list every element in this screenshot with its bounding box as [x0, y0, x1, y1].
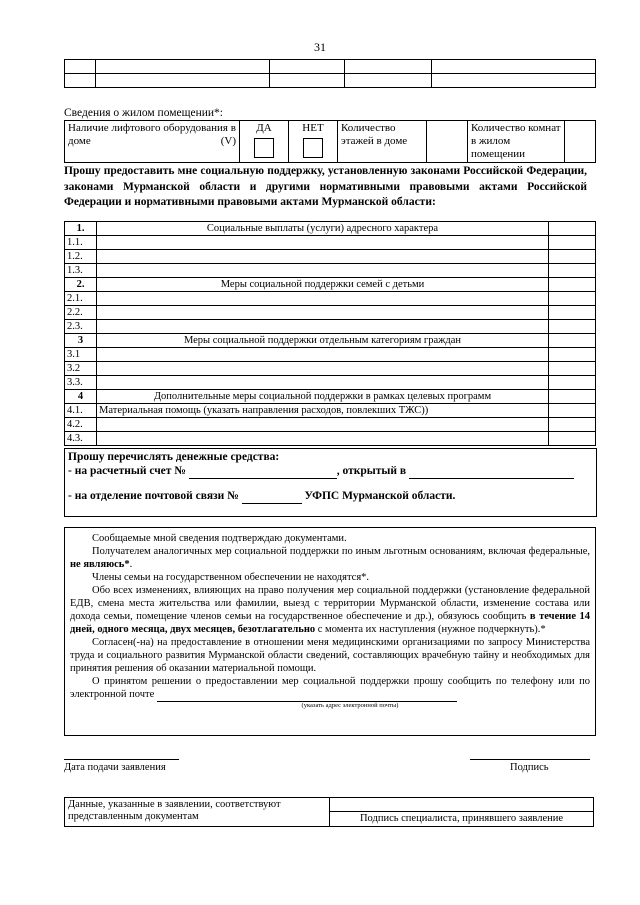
elevator-label: Наличие лифтового оборудования в доме (V) [65, 121, 240, 163]
support-row-mark[interactable] [549, 432, 596, 446]
verified-text: Данные, указанные в заявлении, соответствуют представленным документам [65, 798, 330, 827]
specialist-signature-field[interactable] [330, 798, 594, 812]
support-section-row [65, 278, 596, 292]
yes-label: ДА [256, 122, 272, 134]
support-row-number: 4.1. [65, 404, 97, 418]
support-section-row [65, 334, 596, 348]
specialist-label: Подпись специалиста, принявшего заявление [330, 812, 594, 827]
request-text: Прошу предоставить мне социальную поддержку, установленную законами Российской Федерации, законами Мурманской области и другими нормативными правовыми актами Российской Федерации и нормативными правовыми актами Мурманской области: [64, 165, 587, 208]
support-row-mark[interactable] [549, 236, 596, 250]
support-row-title[interactable] [97, 264, 549, 278]
yes-cell [240, 121, 289, 163]
yes-checkbox[interactable] [254, 138, 274, 158]
support-row-mark[interactable] [549, 404, 596, 418]
email-note: (указать адрес электронной почты) [301, 702, 399, 709]
support-item-row [65, 418, 596, 432]
declaration-block [64, 527, 596, 736]
support-row-title[interactable] [97, 320, 549, 334]
support-row-mark[interactable] [549, 250, 596, 264]
support-item-row [65, 306, 596, 320]
verification-table [64, 797, 594, 827]
support-row-mark[interactable] [549, 362, 596, 376]
decl-p1: Сообщаемые мной сведения подтверждаю документами. [92, 533, 347, 544]
support-row-title: Меры социальной поддержки отдельным категориям граждан [97, 334, 549, 348]
date-label: Дата подачи заявления [64, 762, 166, 773]
support-row-number: 3 [65, 334, 97, 348]
floors-label: Количество этажей в доме [338, 121, 427, 163]
no-checkbox[interactable] [303, 138, 323, 158]
support-item-row [65, 362, 596, 376]
support-row-title[interactable] [97, 292, 549, 306]
support-row-number: 1.3. [65, 264, 97, 278]
support-row-title[interactable] [97, 376, 549, 390]
account-line: - на расчетный счет № , открытый в [68, 464, 574, 479]
support-row-mark[interactable] [549, 376, 596, 390]
support-section-row [65, 222, 596, 236]
support-row-number: 3.3. [65, 376, 97, 390]
post-office-field[interactable] [242, 489, 302, 504]
account-number-field[interactable] [189, 464, 337, 479]
housing-table [64, 120, 596, 163]
support-row-title[interactable] [97, 348, 549, 362]
support-row-mark[interactable] [549, 348, 596, 362]
decl-p5: Согласен(-на) на предоставление в отношении меня медицинскими организациями по запросу Министерства труда и социального развития Мурманской области сведений, составляющих врачебную тайну и необходимых для принятия решения об оказании материальной помощи. [70, 637, 590, 674]
date-signature-line[interactable] [64, 759, 179, 760]
support-item-row [65, 348, 596, 362]
email-field[interactable] [157, 688, 457, 702]
support-row-number: 2.2. [65, 306, 97, 320]
support-item-row [65, 292, 596, 306]
support-row-title[interactable] [97, 306, 549, 320]
payment-heading: Прошу перечислять денежные средства: [68, 451, 280, 463]
support-row-title[interactable]: Материальная помощь (указать направления расходов, повлекших ТЖС)) [97, 404, 549, 418]
support-row-number: 4.3. [65, 432, 97, 446]
support-row-mark[interactable] [549, 292, 596, 306]
decl-p2: Получателем аналогичных мер социальной поддержки по иным льготным основаниям, включая федеральные, не являюсь*. [70, 546, 590, 570]
support-row-number: 4 [65, 390, 97, 404]
top-table-fragment [64, 59, 596, 88]
support-row-title[interactable] [97, 250, 549, 264]
support-measures-table [64, 221, 596, 446]
support-row-mark[interactable] [549, 418, 596, 432]
floors-input[interactable] [427, 121, 468, 163]
decl-p6: О принятом решении о предоставлении мер социальной поддержки прошу сообщить по телефону или по электронной почте [70, 676, 590, 700]
support-row-number: 1.2. [65, 250, 97, 264]
support-row-mark[interactable] [549, 390, 596, 404]
decl-p3: Члены семьи на государственном обеспечении не находятся*. [92, 572, 370, 583]
support-row-title: Дополнительные меры социальной поддержки в рамках целевых программ [97, 390, 549, 404]
support-item-row [65, 404, 596, 418]
rooms-input[interactable] [565, 121, 596, 163]
post-line: - на отделение почтовой связи № УФПС Мурманской области. [68, 490, 456, 502]
support-item-row [65, 432, 596, 446]
no-cell [289, 121, 338, 163]
support-item-row [65, 264, 596, 278]
support-row-title: Социальные выплаты (услуги) адресного характера [97, 222, 549, 236]
support-row-mark[interactable] [549, 320, 596, 334]
support-row-mark[interactable] [549, 306, 596, 320]
rooms-label: Количество комнат в жилом помещении [468, 121, 565, 163]
decl-p4: Обо всех изменениях, влияющих на право получения мер социальной поддержки (установление федеральной ЕДВ, смена места жительства или фамилии, выезд с территории Мурманской области, изменение состава или дохода семьи, помещение членов семьи на государственное обеспечение и др.), обязуюсь сообщить в течение 14 дней, одного месяца, двух месяцев, безотлагательно с момента их наступления (нужное подчеркнуть).* [70, 585, 591, 635]
support-item-row [65, 250, 596, 264]
support-row-mark[interactable] [549, 222, 596, 236]
support-row-mark[interactable] [549, 334, 596, 348]
page-number: 31 [314, 40, 326, 54]
support-row-number: 4.2. [65, 418, 97, 432]
support-row-number: 2.1. [65, 292, 97, 306]
no-label: НЕТ [302, 122, 324, 134]
support-row-title: Меры социальной поддержки семей с детьми [97, 278, 549, 292]
support-row-title[interactable] [97, 418, 549, 432]
support-item-row [65, 320, 596, 334]
support-section-row [65, 390, 596, 404]
support-row-title[interactable] [97, 236, 549, 250]
support-row-number: 1. [65, 222, 97, 236]
support-row-title[interactable] [97, 362, 549, 376]
support-row-number: 1.1. [65, 236, 97, 250]
bank-name-field[interactable] [409, 464, 574, 479]
support-row-number: 2. [65, 278, 97, 292]
support-row-number: 3.2 [65, 362, 97, 376]
signature-label: Подпись [510, 762, 549, 773]
support-row-mark[interactable] [549, 278, 596, 292]
support-row-number: 3.1 [65, 348, 97, 362]
housing-heading: Сведения о жилом помещении*: [64, 107, 223, 119]
support-item-row [65, 376, 596, 390]
support-item-row [65, 236, 596, 250]
support-row-mark[interactable] [549, 264, 596, 278]
payment-block [64, 448, 597, 517]
applicant-signature-line[interactable] [470, 759, 590, 760]
support-row-number: 2.3. [65, 320, 97, 334]
support-row-title[interactable] [97, 432, 549, 446]
